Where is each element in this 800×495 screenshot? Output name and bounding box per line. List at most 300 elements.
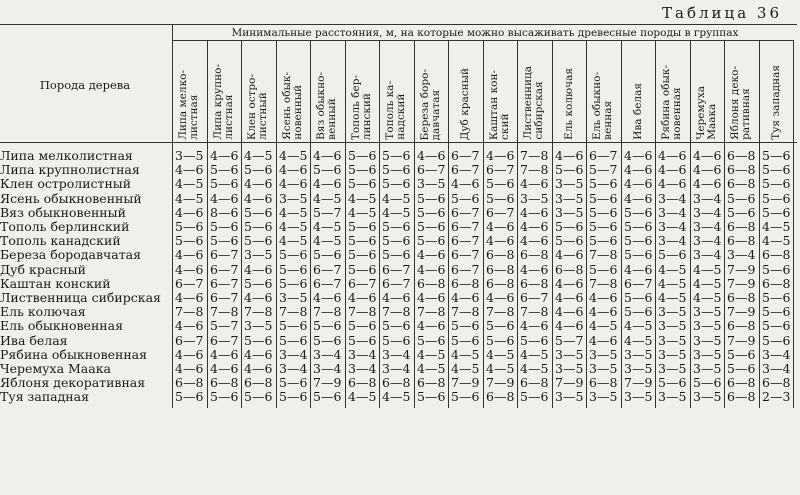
table-cell: 5—6 <box>589 261 618 277</box>
table-cell: 6—8 <box>486 275 515 291</box>
table-cell: 6—7 <box>486 162 515 178</box>
table-cell: 4—6 <box>210 361 239 376</box>
table-cell: 6—7 <box>451 148 480 163</box>
table-cell: 7—8 <box>451 304 480 320</box>
column-header <box>655 44 690 140</box>
table-cell: 4—6 <box>244 190 273 206</box>
table-cell: 5—6 <box>589 176 618 192</box>
header-rule <box>0 142 797 143</box>
table-cell: 4—5 <box>589 318 618 334</box>
table-cell: 4—6 <box>417 290 446 305</box>
table-cell: 4—6 <box>417 148 446 163</box>
table-cell: 5—6 <box>382 162 411 178</box>
row-label: Тополь канадский <box>0 233 121 249</box>
table-cell: 3—5 <box>658 346 687 362</box>
row-label: Тополь берлинский <box>0 219 130 234</box>
table-cell: 6—7 <box>382 275 411 291</box>
table-cell: 5—6 <box>244 332 273 348</box>
table-cell: 4—6 <box>175 162 204 178</box>
table-cell: 5—6 <box>348 247 377 263</box>
table-cell: 5—6 <box>555 233 584 249</box>
table-cell: 5—7 <box>555 332 584 348</box>
row-label: Клен остролистный <box>0 176 132 192</box>
table-cell: 4—6 <box>313 290 342 305</box>
table-cell: 3—5 <box>658 361 687 376</box>
table-cell: 6—8 <box>727 375 756 391</box>
table-cell: 3—5 <box>555 204 584 220</box>
table-cell: 7—8 <box>520 148 549 163</box>
table-cell: 4—5 <box>348 389 377 405</box>
table-cell: 6—7 <box>175 332 204 348</box>
table-cell: 7—8 <box>210 304 239 320</box>
table-cell: 7—9 <box>313 375 342 391</box>
table-cell: 3—5 <box>693 346 722 362</box>
table-cell: 5—6 <box>762 304 791 320</box>
table-cell: 7—9 <box>624 375 653 391</box>
table-cell: 4—5 <box>762 219 791 234</box>
row-label: Ясень обыкновенный <box>0 190 142 206</box>
row-label: Дуб красный <box>0 261 86 277</box>
column-header <box>517 44 552 140</box>
table-cell: 3—4 <box>382 361 411 376</box>
table-cell: 3—5 <box>244 247 273 263</box>
table-cell: 3—4 <box>658 190 687 206</box>
table-cell: 4—6 <box>175 361 204 376</box>
table-cell: 4—6 <box>244 361 273 376</box>
table-cell: 3—4 <box>313 361 342 376</box>
table-cell: 5—6 <box>762 176 791 192</box>
table-cell: 3—5 <box>555 346 584 362</box>
table-cell: 4—6 <box>693 148 722 163</box>
table-cell: 6—7 <box>624 275 653 291</box>
table-cell: 4—5 <box>348 190 377 206</box>
table-cell: 4—5 <box>451 346 480 362</box>
table-cell: 4—6 <box>520 219 549 234</box>
top-rule <box>0 24 797 25</box>
table-cell: 5—6 <box>520 389 549 405</box>
column-header-label: Рябина обык- новенная <box>660 65 684 140</box>
table-cell: 5—6 <box>313 247 342 263</box>
table-cell: 5—6 <box>382 148 411 163</box>
table-cell: 6—8 <box>762 247 791 263</box>
table-cell: 4—6 <box>313 148 342 163</box>
column-header <box>690 44 725 140</box>
table-cell: 6—8 <box>348 375 377 391</box>
table-cell: 3—5 <box>693 332 722 348</box>
column-header-label: Дуб красный <box>458 67 471 140</box>
table-cell: 4—6 <box>624 162 653 178</box>
table-cell: 4—6 <box>589 332 618 348</box>
table-cell: 6—8 <box>382 375 411 391</box>
table-cell: 4—6 <box>417 318 446 334</box>
column-header-label: Тополь бер- линский <box>350 74 374 140</box>
row-label: Ель обыкновенная <box>0 318 123 334</box>
table-cell: 6—7 <box>175 275 204 291</box>
table-cell: 4—6 <box>693 176 722 192</box>
table-cell: 3—5 <box>624 389 653 405</box>
table-cell: 4—5 <box>382 204 411 220</box>
table-cell: 6—8 <box>727 148 756 163</box>
table-cell: 6—8 <box>520 375 549 391</box>
column-header <box>241 44 276 140</box>
table-cell: 4—5 <box>382 389 411 405</box>
column-header <box>483 44 518 140</box>
column-header <box>552 44 587 140</box>
table-cell: 5—6 <box>589 219 618 234</box>
table-cell: 6—7 <box>210 275 239 291</box>
table-cell: 3—4 <box>348 346 377 362</box>
table-cell: 6—8 <box>520 247 549 263</box>
table-cell: 3—4 <box>313 346 342 362</box>
table-cell: 4—5 <box>279 148 308 163</box>
table-cell: 5—6 <box>451 389 480 405</box>
table-cell: 4—6 <box>658 148 687 163</box>
table-cell: 4—6 <box>624 148 653 163</box>
table-cell: 4—6 <box>693 162 722 178</box>
table-cell: 5—6 <box>486 332 515 348</box>
table-cell: 5—6 <box>762 190 791 206</box>
column-header-label: Ель колючая <box>562 68 575 140</box>
table-cell: 4—5 <box>279 219 308 234</box>
table-cell: 6—7 <box>451 233 480 249</box>
table-cell: 5—6 <box>727 361 756 376</box>
column-header <box>207 44 242 140</box>
table-cell: 6—7 <box>313 261 342 277</box>
table-cell: 4—6 <box>175 247 204 263</box>
table-cell: 4—6 <box>555 247 584 263</box>
table-cell: 5—6 <box>451 318 480 334</box>
table-cell: 6—8 <box>520 275 549 291</box>
table-cell: 5—6 <box>279 247 308 263</box>
table-cell: 5—6 <box>417 389 446 405</box>
species-header: Порода дерева <box>39 78 131 92</box>
table-cell: 5—6 <box>762 204 791 220</box>
table-cell: 7—8 <box>486 304 515 320</box>
table-cell: 4—5 <box>313 190 342 206</box>
table-cell: 5—6 <box>486 318 515 334</box>
table-cell: 3—4 <box>658 233 687 249</box>
table-cell: 3—5 <box>555 361 584 376</box>
table-cell: 6—7 <box>210 332 239 348</box>
table-cell: 6—8 <box>555 261 584 277</box>
table-cell: 5—6 <box>210 389 239 405</box>
table-cell: 4—6 <box>520 318 549 334</box>
table-cell: 6—8 <box>589 375 618 391</box>
table-cell: 7—9 <box>555 375 584 391</box>
row-label: Черемуха Маака <box>0 361 111 376</box>
table-cell: 3—5 <box>658 318 687 334</box>
table-cell: 7—8 <box>279 304 308 320</box>
table-cell: 7—8 <box>417 304 446 320</box>
table-cell: 4—6 <box>486 148 515 163</box>
table-cell: 5—6 <box>417 219 446 234</box>
table-cell: 3—5 <box>589 346 618 362</box>
table-cell: 5—6 <box>417 332 446 348</box>
table-cell: 5—6 <box>348 318 377 334</box>
table-cell: 4—6 <box>589 290 618 305</box>
table-cell: 4—6 <box>382 290 411 305</box>
table-cell: 3—4 <box>693 247 722 263</box>
table-cell: 3—5 <box>520 190 549 206</box>
table-cell: 5—6 <box>279 261 308 277</box>
table-cell: 3—4 <box>727 247 756 263</box>
table-cell: 4—6 <box>520 176 549 192</box>
table-cell: 5—6 <box>279 332 308 348</box>
table-cell: 6—8 <box>175 375 204 391</box>
table-cell: 5—6 <box>382 318 411 334</box>
table-cell: 4—6 <box>210 346 239 362</box>
column-header-label: Клен остро- листный <box>246 74 270 140</box>
column-header <box>724 44 759 140</box>
table-cell: 5—6 <box>279 389 308 405</box>
table-cell: 5—6 <box>313 389 342 405</box>
table-cell: 6—8 <box>451 275 480 291</box>
table-cell: 6—8 <box>417 375 446 391</box>
table-cell: 8—6 <box>210 204 239 220</box>
table-cell: 4—5 <box>417 346 446 362</box>
table-cell: 4—6 <box>244 261 273 277</box>
table-cell: 7—8 <box>520 162 549 178</box>
table-cell: 3—5 <box>279 290 308 305</box>
table-cell: 5—6 <box>624 290 653 305</box>
table-cell: 5—6 <box>486 190 515 206</box>
table-cell: 4—6 <box>244 346 273 362</box>
table-cell: 4—6 <box>451 176 480 192</box>
table-cell: 5—6 <box>279 318 308 334</box>
table-cell: 3—4 <box>693 219 722 234</box>
table-cell: 6—7 <box>451 261 480 277</box>
table-cell: 3—5 <box>589 389 618 405</box>
table-cell: 7—8 <box>348 304 377 320</box>
table-cell: 3—5 <box>624 361 653 376</box>
row-label: Яблоня декоративная <box>0 375 146 391</box>
table-cell: 4—5 <box>658 261 687 277</box>
table-cell: 4—5 <box>486 346 515 362</box>
table-cell: 5—6 <box>279 275 308 291</box>
table-cell: 5—6 <box>348 233 377 249</box>
table-cell: 5—6 <box>762 148 791 163</box>
table-cell: 4—6 <box>624 176 653 192</box>
table-title: Таблица 36 <box>662 4 782 22</box>
table-cell: 5—6 <box>279 375 308 391</box>
table-cell: 7—9 <box>727 261 756 277</box>
table-cell: 5—6 <box>727 190 756 206</box>
table-cell: 3—5 <box>658 304 687 320</box>
table-cell: 4—6 <box>555 290 584 305</box>
table-cell: 3—5 <box>589 361 618 376</box>
table-cell: 4—5 <box>244 148 273 163</box>
table-cell: 5—6 <box>762 318 791 334</box>
table-cell: 3—4 <box>382 346 411 362</box>
row-label: Липа крупнолистная <box>0 162 140 178</box>
table-cell: 5—7 <box>210 318 239 334</box>
table-cell: 4—6 <box>658 176 687 192</box>
table-cell: 3—4 <box>762 346 791 362</box>
column-header <box>414 44 449 140</box>
table-cell: 6—8 <box>727 162 756 178</box>
table-cell: 6—8 <box>486 261 515 277</box>
table-cell: 7—8 <box>589 275 618 291</box>
table-cell: 4—6 <box>486 219 515 234</box>
table-cell: 4—5 <box>417 361 446 376</box>
table-cell: 6—8 <box>417 275 446 291</box>
table-cell: 4—6 <box>555 304 584 320</box>
table-cell: 3—4 <box>658 219 687 234</box>
table-cell: 4—6 <box>555 148 584 163</box>
table-cell: 7—8 <box>382 304 411 320</box>
table-cell: 4—5 <box>175 176 204 192</box>
table-cell: 6—7 <box>210 261 239 277</box>
table-cell: 3—5 <box>693 361 722 376</box>
table-cell: 7—9 <box>727 332 756 348</box>
table-cell: 5—6 <box>382 247 411 263</box>
row-label: Ель колючая <box>0 304 86 320</box>
table-cell: 6—8 <box>762 275 791 291</box>
row-label: Липа мелколистная <box>0 148 133 163</box>
table-cell: 4—6 <box>175 318 204 334</box>
column-header <box>621 44 656 140</box>
table-cell: 5—6 <box>244 219 273 234</box>
table-cell: 4—6 <box>175 261 204 277</box>
column-header-label: Липа мелко- листная <box>177 70 201 140</box>
table-cell: 4—5 <box>520 346 549 362</box>
table-cell: 3—4 <box>279 361 308 376</box>
table-cell: 5—6 <box>348 219 377 234</box>
table-cell: 5—6 <box>486 176 515 192</box>
table-cell: 5—6 <box>624 204 653 220</box>
table-cell: 6—7 <box>348 275 377 291</box>
table-cell: 6—8 <box>727 290 756 305</box>
table-cell: 4—6 <box>348 290 377 305</box>
column-header <box>276 44 311 140</box>
table-cell: 4—5 <box>313 233 342 249</box>
table-cell: 4—5 <box>624 332 653 348</box>
table-cell: 4—5 <box>693 275 722 291</box>
column-header <box>310 44 345 140</box>
table-cell: 6—7 <box>451 162 480 178</box>
table-cell: 5—6 <box>658 375 687 391</box>
table-cell: 5—6 <box>175 219 204 234</box>
table-cell: 5—6 <box>210 176 239 192</box>
table-cell: 4—6 <box>210 148 239 163</box>
table-cell: 5—6 <box>348 261 377 277</box>
table-cell: 6—8 <box>486 247 515 263</box>
table-cell: 6—8 <box>244 375 273 391</box>
table-cell: 7—9 <box>451 375 480 391</box>
table-cell: 3—5 <box>658 332 687 348</box>
table-cell: 5—6 <box>520 332 549 348</box>
table-cell: 4—5 <box>520 361 549 376</box>
table-cell: 5—6 <box>762 162 791 178</box>
column-header <box>586 44 621 140</box>
table-cell: 5—6 <box>589 233 618 249</box>
table-cell: 5—6 <box>382 332 411 348</box>
table-cell: 4—6 <box>624 261 653 277</box>
table-cell: 3—4 <box>693 204 722 220</box>
column-header-label: Вяз обыкно- венный <box>315 72 339 140</box>
table-cell: 5—6 <box>762 261 791 277</box>
column-header-label: Ива белая <box>631 83 644 140</box>
row-label: Туя западная <box>0 389 89 405</box>
table-cell: 6—8 <box>727 219 756 234</box>
table-cell: 4—6 <box>520 204 549 220</box>
table-cell: 7—8 <box>313 304 342 320</box>
column-header-label: Каштан кон- ский <box>488 70 512 140</box>
table-cell: 3—5 <box>417 176 446 192</box>
table-cell: 5—6 <box>417 204 446 220</box>
table-cell: 6—7 <box>382 261 411 277</box>
table-cell: 3—4 <box>693 233 722 249</box>
table-cell: 4—5 <box>624 318 653 334</box>
table-cell: 4—6 <box>417 261 446 277</box>
column-header-label: Туя западная <box>769 65 782 140</box>
table-cell: 7—8 <box>589 247 618 263</box>
table-cell: 5—6 <box>382 176 411 192</box>
table-cell: 4—6 <box>555 275 584 291</box>
table-cell: 5—6 <box>244 233 273 249</box>
group-header: Минимальные расстояния, м, на которые можно высаживать древесные породы в группах <box>231 27 739 39</box>
table-cell: 4—6 <box>486 233 515 249</box>
table-cell: 5—6 <box>762 332 791 348</box>
table-cell: 5—6 <box>348 148 377 163</box>
column-header-label: Липа крупно- листная <box>212 64 236 140</box>
table-cell: 3—5 <box>693 389 722 405</box>
table-cell: 5—6 <box>589 190 618 206</box>
table-cell: 6—8 <box>762 375 791 391</box>
table-cell: 6—7 <box>451 204 480 220</box>
table-cell: 3—5 <box>555 389 584 405</box>
row-label: Береза бородавчатая <box>0 247 141 263</box>
table-cell: 4—5 <box>693 261 722 277</box>
table-cell: 5—6 <box>693 375 722 391</box>
table-cell: 5—6 <box>210 233 239 249</box>
table-cell: 5—6 <box>244 162 273 178</box>
table-cell: 6—7 <box>589 148 618 163</box>
table-cell: 5—6 <box>382 233 411 249</box>
table-cell: 3—5 <box>555 190 584 206</box>
column-header-label: Ясень обык- новенный <box>281 72 305 140</box>
table-cell: 3—5 <box>693 304 722 320</box>
table-cell: 7—9 <box>486 375 515 391</box>
table-cell: 4—6 <box>520 233 549 249</box>
table-cell: 4—5 <box>175 190 204 206</box>
table-cell: 3—4 <box>762 361 791 376</box>
table-cell: 4—5 <box>348 204 377 220</box>
table-cell: 4—6 <box>175 346 204 362</box>
table-cell: 5—6 <box>382 219 411 234</box>
table-cell: 5—6 <box>348 176 377 192</box>
table-cell: 7—8 <box>175 304 204 320</box>
table-cell: 4—6 <box>589 304 618 320</box>
table-cell: 4—6 <box>175 290 204 305</box>
table-cell: 3—5 <box>555 176 584 192</box>
column-header-label: Ель обыкно- венная <box>591 72 615 140</box>
table-cell: 4—6 <box>417 247 446 263</box>
table-cell: 5—6 <box>762 290 791 305</box>
table-cell: 6—8 <box>486 389 515 405</box>
table-cell: 5—6 <box>624 233 653 249</box>
table-cell: 6—7 <box>520 290 549 305</box>
table-cell: 5—6 <box>313 318 342 334</box>
table-cell: 4—5 <box>451 361 480 376</box>
row-label: Ива белая <box>0 332 68 348</box>
row-label: Вяз обыкновенный <box>0 204 126 220</box>
table-cell: 4—5 <box>279 204 308 220</box>
table-cell: 5—6 <box>175 233 204 249</box>
table-cell: 4—6 <box>279 176 308 192</box>
table-cell: 5—6 <box>417 233 446 249</box>
row-label: Каштан конский <box>0 275 111 291</box>
